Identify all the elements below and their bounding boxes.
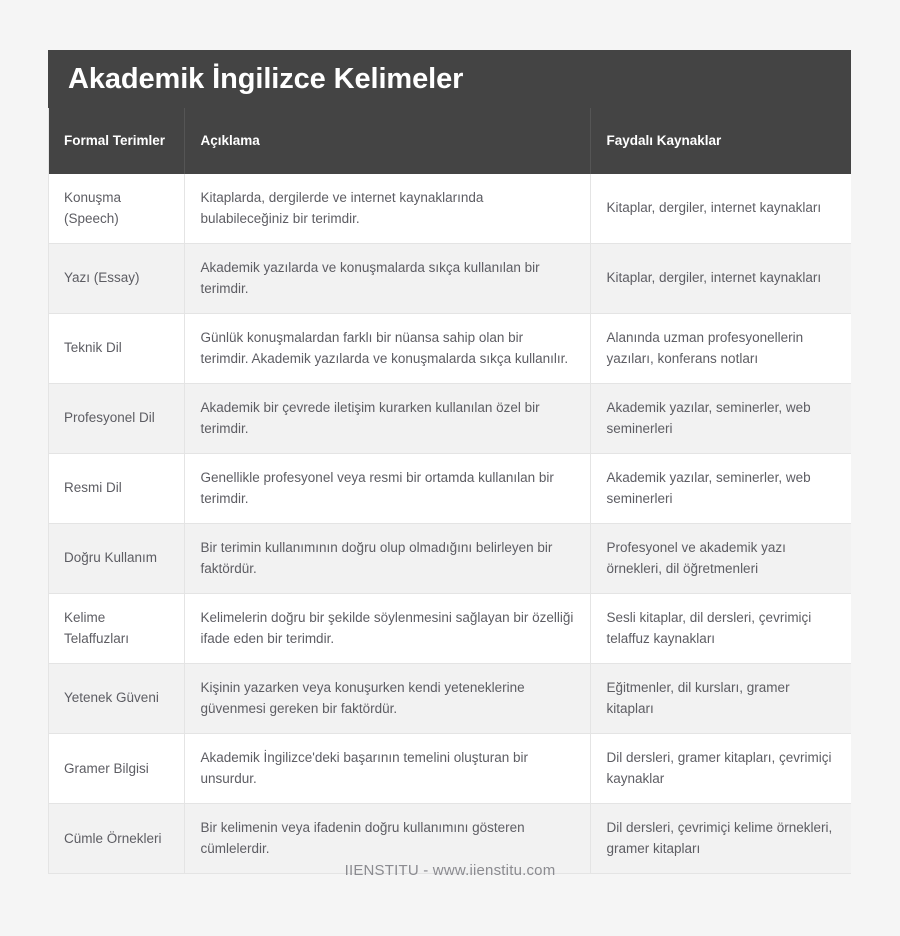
table-row — [48, 174, 851, 244]
table-row — [48, 244, 851, 314]
column-header-term: Formal Terimler — [48, 108, 184, 174]
table-header-row — [48, 108, 851, 174]
cell-description: Genellikle profesyonel veya resmi bir ortamda kullanılan bir terimdir. — [184, 454, 590, 524]
cell-term: Cümle Örnekleri — [48, 804, 184, 874]
table-row — [48, 594, 851, 664]
page-title: Akademik İngilizce Kelimeler — [68, 62, 464, 95]
cell-term: Resmi Dil — [48, 454, 184, 524]
cell-term: Teknik Dil — [48, 314, 184, 384]
title-bar — [48, 50, 851, 108]
cell-description: Akademik bir çevrede iletişim kurarken kullanılan özel bir terimdir. — [184, 384, 590, 454]
table-row — [48, 734, 851, 804]
cell-sources: Sesli kitaplar, dil dersleri, çevrimiçi telaffuz kaynakları — [590, 594, 851, 664]
cell-term: Yazı (Essay) — [48, 244, 184, 314]
table-row — [48, 524, 851, 594]
cell-sources: Kitaplar, dergiler, internet kaynakları — [590, 174, 851, 244]
cell-description: Akademik yazılarda ve konuşmalarda sıkça kullanılan bir terimdir. — [184, 244, 590, 314]
cell-sources: Akademik yazılar, seminerler, web seminerleri — [590, 384, 851, 454]
cell-description: Kişinin yazarken veya konuşurken kendi yeteneklerine güvenmesi gereken bir faktördür. — [184, 664, 590, 734]
footer-attribution: IIENSTITU - www.iienstitu.com — [344, 862, 556, 879]
cell-term: Gramer Bilgisi — [48, 734, 184, 804]
cell-sources: Eğitmenler, dil kursları, gramer kitapları — [590, 664, 851, 734]
cell-sources: Akademik yazılar, seminerler, web seminerleri — [590, 454, 851, 524]
table-row — [48, 664, 851, 734]
cell-sources: Alanında uzman profesyonellerin yazıları, konferans notları — [590, 314, 851, 384]
cell-term: Yetenek Güveni — [48, 664, 184, 734]
cell-description: Akademik İngilizce'deki başarının temelini oluşturan bir unsurdur. — [184, 734, 590, 804]
academic-terms-table — [48, 108, 851, 874]
table-header — [48, 108, 851, 174]
cell-term: Doğru Kullanım — [48, 524, 184, 594]
cell-term: Konuşma (Speech) — [48, 174, 184, 244]
cell-term: Profesyonel Dil — [48, 384, 184, 454]
column-header-description: Açıklama — [184, 108, 590, 174]
cell-sources: Dil dersleri, çevrimiçi kelime örnekleri, gramer kitapları — [590, 804, 851, 874]
cell-description: Bir terimin kullanımının doğru olup olmadığını belirleyen bir faktördür. — [184, 524, 590, 594]
cell-description: Günlük konuşmalardan farklı bir nüansa sahip olan bir terimdir. Akademik yazılarda ve konuşmalarda sıkça kullanılır. — [184, 314, 590, 384]
table-row — [48, 314, 851, 384]
cell-description: Kitaplarda, dergilerde ve internet kaynaklarında bulabileceğiniz bir terimdir. — [184, 174, 590, 244]
cell-description: Bir kelimenin veya ifadenin doğru kullanımını gösteren cümlelerdir. — [184, 804, 590, 874]
table-card — [48, 50, 851, 874]
cell-sources: Profesyonel ve akademik yazı örnekleri, dil öğretmenleri — [590, 524, 851, 594]
table-row — [48, 384, 851, 454]
cell-sources: Dil dersleri, gramer kitapları, çevrimiçi kaynaklar — [590, 734, 851, 804]
cell-description: Kelimelerin doğru bir şekilde söylenmesini sağlayan bir özelliği ifade eden bir terimdir. — [184, 594, 590, 664]
cell-term: Kelime Telaffuzları — [48, 594, 184, 664]
table-body — [48, 174, 851, 874]
column-header-sources: Faydalı Kaynaklar — [590, 108, 851, 174]
cell-sources: Kitaplar, dergiler, internet kaynakları — [590, 244, 851, 314]
table-row — [48, 454, 851, 524]
